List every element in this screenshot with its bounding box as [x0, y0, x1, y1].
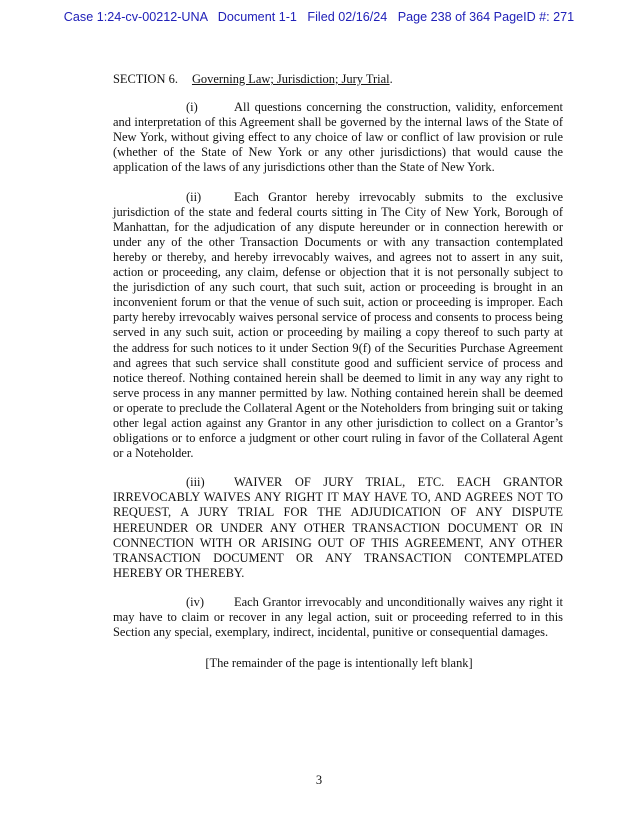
section-number: SECTION 6. [113, 72, 178, 86]
case-number: Case 1:24-cv-00212-UNA [63, 10, 208, 24]
paragraph-text: Each Grantor hereby irrevocably submits to the exclusive jurisdiction of the state and federal courts sitting in The City of New York, Borough of Manhattan, for the adjudication of any dispute hereunder or in connection herewith or under any of the other Transaction Documents or with any transaction contemplated hereby or thereby, and hereby irrevocably waives, and agrees not to assert in any suit, action or proceeding, any claim, defense or objection that it is not personally subject to the jurisdiction of any such court, that such suit, action or proceeding is brought in an inconvenient forum or that the venue of such suit, action or proceeding is improper. Each party hereby irrevocably waives personal service of process and consents to process being served in any such suit, action or proceeding by mailing a copy thereof to such party at the address for such notices to it under Section 9(f) of the Securities Purchase Agreement and agrees that such service shall constitute good and sufficient service of process and notice thereof. Nothing contained herein shall be deemed to limit in any way any right to serve process in any manner permitted by law. Nothing contained herein shall be deemed or operate to preclude the Collateral Agent or the Noteholders from bringing suit or taking other legal action against any Grantor in any other jurisdiction to collect on a Grantor’s obligations or to enforce a judgment or other court ruling in favor of the Collateral Agent or a Noteholder. [113, 189, 563, 461]
section-title-period: . [389, 72, 393, 86]
paragraph-label: (iii) [186, 475, 205, 490]
paragraph-iii [113, 475, 563, 581]
paragraph-iv [113, 595, 563, 640]
filed-date: Filed 02/16/24 [307, 10, 388, 24]
document-page [113, 72, 563, 671]
paragraph-ii [113, 190, 563, 462]
page-info: Page 238 of 364 PageID #: 271 [397, 10, 575, 24]
paragraph-i [113, 100, 563, 175]
document-number: Document 1-1 [217, 10, 297, 24]
section-title: Governing Law; Jurisdiction; Jury Trial [191, 72, 390, 86]
case-header [0, 10, 638, 24]
intentionally-blank-note: [The remainder of the page is intentionally left blank] [205, 656, 473, 671]
paragraph-label: (i) [186, 100, 198, 115]
page-number: 3 [315, 773, 323, 787]
paragraph-text: WAIVER OF JURY TRIAL, ETC. EACH GRANTOR IRREVOCABLY WAIVES ANY RIGHT IT MAY HAVE TO, AND AGREES NOT TO REQUEST, A JURY TRIAL FOR THE ADJUDICATION OF ANY DISPUTE HEREUNDER OR UNDER ANY OTHER TRANSACTION DOCUMENT OR IN CONNECTION WITH OR ARISING OUT OF THIS AGREEMENT, ANY OTHER TRANSACTION DOCUMENT OR ANY TRANSACTION CONTEMPLATED HEREBY OR THEREBY. [113, 475, 563, 580]
section-heading [113, 72, 563, 87]
paragraph-label: (ii) [186, 189, 202, 204]
paragraph-text: All questions concerning the construction, validity, enforcement and interpretation of this Agreement shall be governed by the internal laws of the State of New York, without giving effect to any choice of law or conflict of law provision or rule (whether of the State of New York or any other jurisdictions) that would cause the application of the laws of any jurisdictions other than the State of New York. [113, 100, 563, 175]
paragraph-label: (iv) [186, 594, 204, 609]
paragraph-text: Each Grantor irrevocably and unconditionally waives any right it may have to claim or recover in any legal action, suit or proceeding referred to in this Section any special, exemplary, indirect, incidental, punitive or consequential damages. [113, 594, 563, 640]
